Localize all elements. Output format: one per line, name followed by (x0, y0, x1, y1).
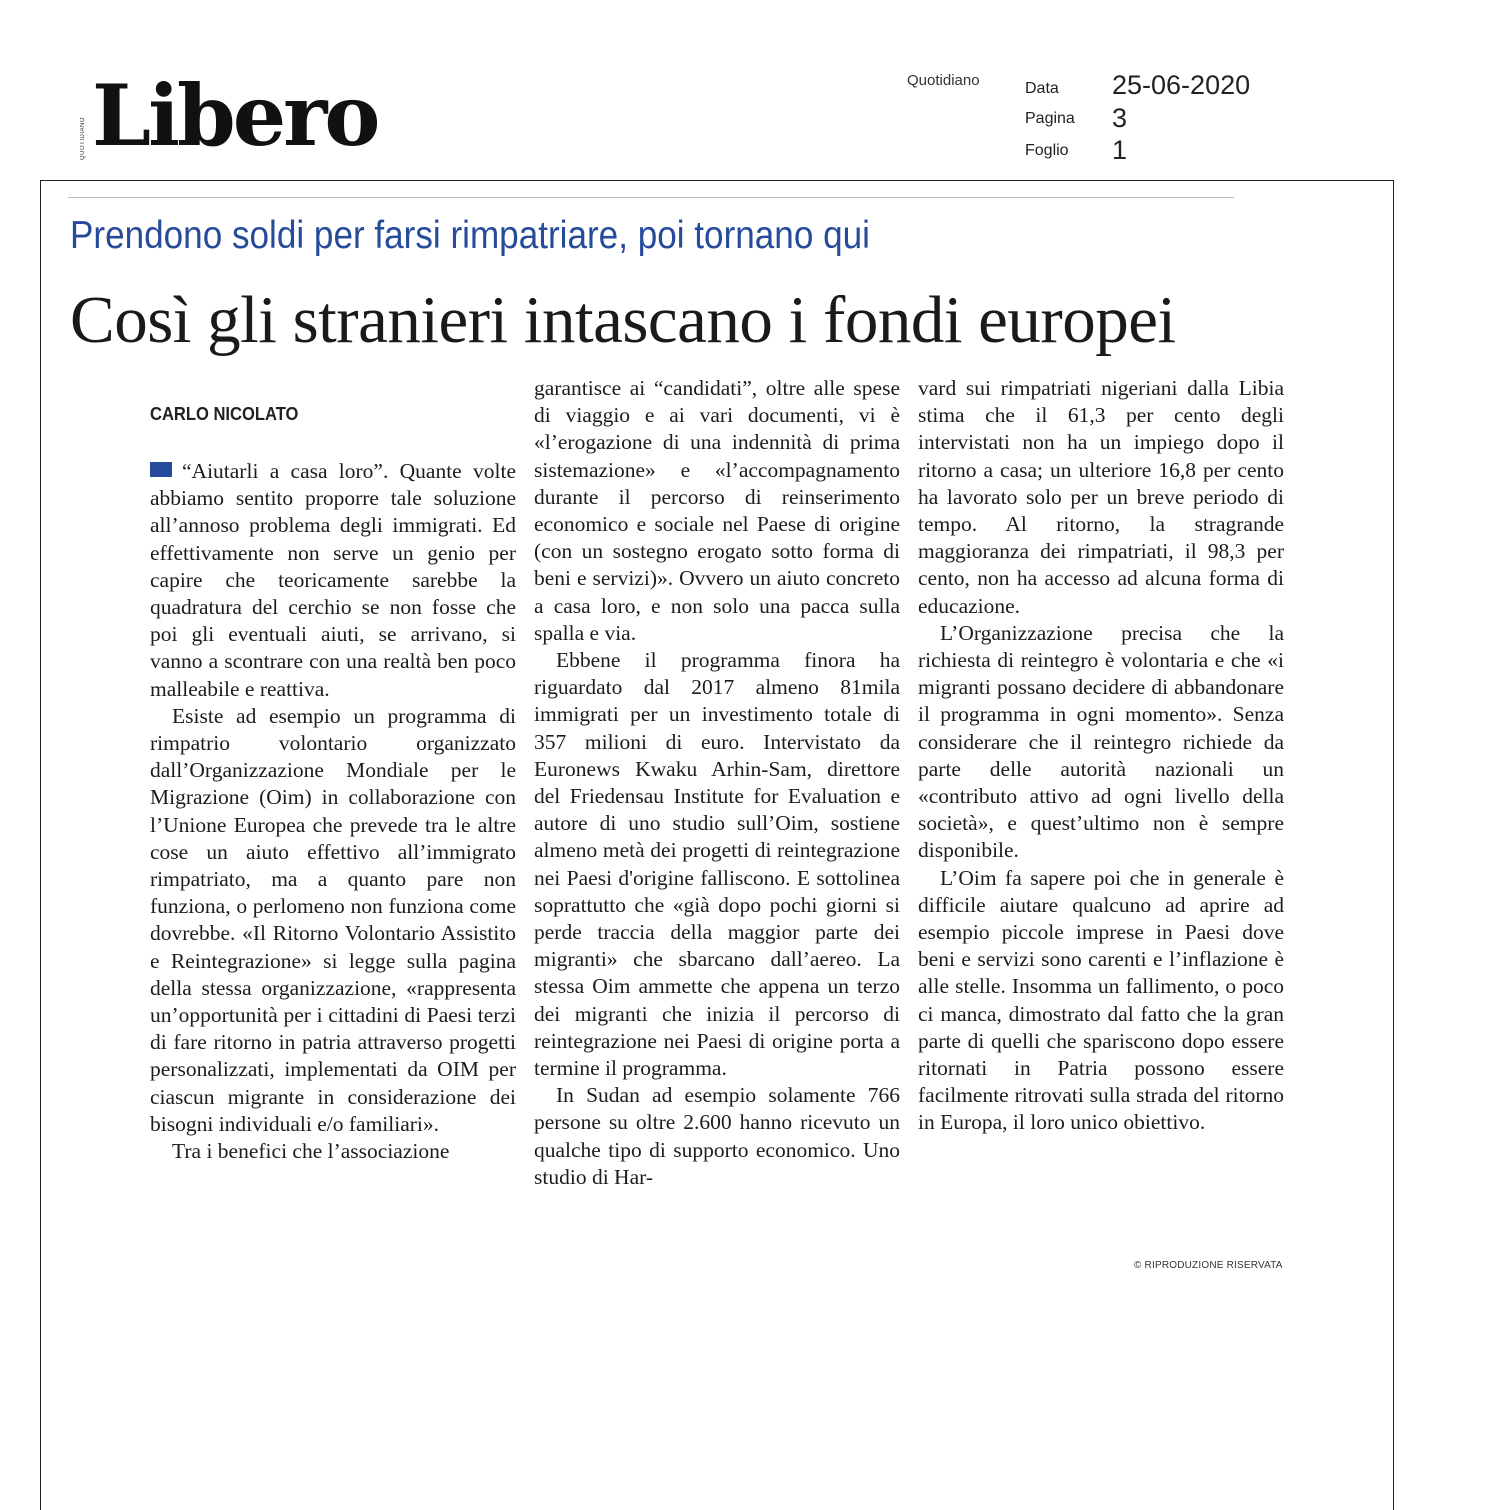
paragraph: In Sudan ad esempio solamente 766 persone su oltre 2.600 hanno ricevuto un qualche tipo di supporto economico. Uno studio di Har- (534, 1083, 900, 1189)
lead-square-icon (150, 462, 172, 477)
article-kicker: Prendono soldi per farsi rimpatriare, poi tornano qui (70, 214, 870, 257)
paragraph: vard sui rimpatriati nigeriani dalla Libia stima che il 61,3 per cento degli intervistati non ha un impiego dopo il ritorno a casa; un ulteriore 16,8 per cento ha lavorato solo per un breve periodo di tempo. Al ritorno, la stragrande maggioranza dei rimpatriati, il 98,3 per cento, non ha accesso ad alcuna forma di educazione. (918, 376, 1284, 618)
article-column-3 (918, 375, 1284, 1137)
sheet-value: 1 (1112, 135, 1128, 165)
top-rule (68, 197, 1234, 198)
paragraph: garantisce ai “candidati”, oltre alle spese di viaggio e ai vari documenti, vi è «l’erogazione di una indennità di prima sistemazione» e «l’accompagnamento durante il percorso di reinserimento economico e sociale nel Paese di origine (con un sostegno erogato sotto forma di beni e servizi)». Ovvero un aiuto concreto a casa loro, e non solo una pacca sulla spalla e via. (534, 376, 900, 645)
article-column-2 (534, 375, 900, 1191)
publication-type: Quotidiano (907, 72, 980, 89)
paragraph: Ebbene il programma finora ha riguardato dal 2017 almeno 81mila immigrati per un investimento totale di 357 milioni di euro. Intervistato da Euronews Kwaku Arhin-Sam, direttore del Friedensau Institute for Evaluation e autore di uno studio sull’Oim, sostiene almeno metà dei progetti di reintegrazione nei Paesi d'origine falliscono. E sottolinea soprattutto che «già dopo pochi giorni si perde traccia della maggior parte dei migranti» che sbarcano dall’aereo. La stessa Oim ammette che appena un terzo dei migranti che inizia il percorso di reintegrazione nei Paesi di origine porta a termine il programma. (534, 648, 900, 1081)
date-label: Data (1025, 80, 1059, 97)
copyright-notice: © RIPRODUZIONE RISERVATA (1134, 1260, 1283, 1271)
paragraph (150, 458, 516, 703)
page-label: Pagina (1025, 110, 1075, 127)
paragraph: L’Oim fa sapere poi che in generale è difficile aiutare qualcuno ad aprire ad esempio piccole imprese in Paesi dove beni e servizi sono carenti e l’inflazione è alle stelle. Insomma un fallimento, o poco ci manca, dimostrato dal fatto che la gran parte di quelli che spariscono dopo essere ritornati in Patria possono essere facilmente ritrovati sulla strada del ritorno in Europa, il loro unico obiettivo. (918, 865, 1284, 1135)
logo-text: Libero (92, 66, 378, 165)
page-value: 3 (1112, 103, 1128, 133)
paragraph: Tra i benefici che l’associazione (172, 1139, 450, 1164)
article-byline: CARLO NICOLATO (150, 404, 299, 424)
logo-side-text: QUOTIDIANO (80, 116, 86, 160)
date-value: 25-06-2020 (1112, 70, 1251, 100)
paragraph: L’Organizzazione precisa che la richiesta di reintegro è volontaria e che «i migranti possano decidere di abbandonare il programma in ogni momento». Senza considerare che il reintegro richiede da parte delle autorità nazionali un «contributo attivo ad ogni livello della società», e quest’ultimo non è sempre disponibile. (918, 620, 1284, 863)
article-column-1 (150, 458, 516, 1165)
paragraph-text: “Aiutarli a casa loro”. Quante volte abbiamo sentito proporre tale soluzione all’annoso problema degli immigrati. Ed effettivamente non serve un genio per capire che teoricamente sarebbe la quadratura del cerchio se non fosse che poi gli eventuali aiuti, se arrivano, si vanno a scontrare con una realtà ben poco malleabile e reattiva. (150, 459, 516, 701)
paragraph: Esiste ad esempio un programma di rimpatrio volontario organizzato dall’Organizzazione Mondiale per le Migrazione (Oim) in collaborazione con l’Unione Europea che prevede tra le altre cose un aiuto effettivo all’immigrato rimpatriato, ma a quanto pare non funziona, o perlomeno non funziona come dovrebbe. «Il Ritorno Volontario Assistito e Reintegrazione» si legge sulla pagina della stessa organizzazione, «rappresenta un’opportunità per i cittadini di Paesi terzi di fare ritorno in patria attraverso progetti personalizzati, implementati da OIM per ciascun migrante in considerazione dei bisogni individuali e/o familiari». (150, 703, 516, 1136)
article-headline: Così gli stranieri intascano i fondi europei (70, 283, 1176, 357)
sheet-label: Foglio (1025, 142, 1069, 159)
